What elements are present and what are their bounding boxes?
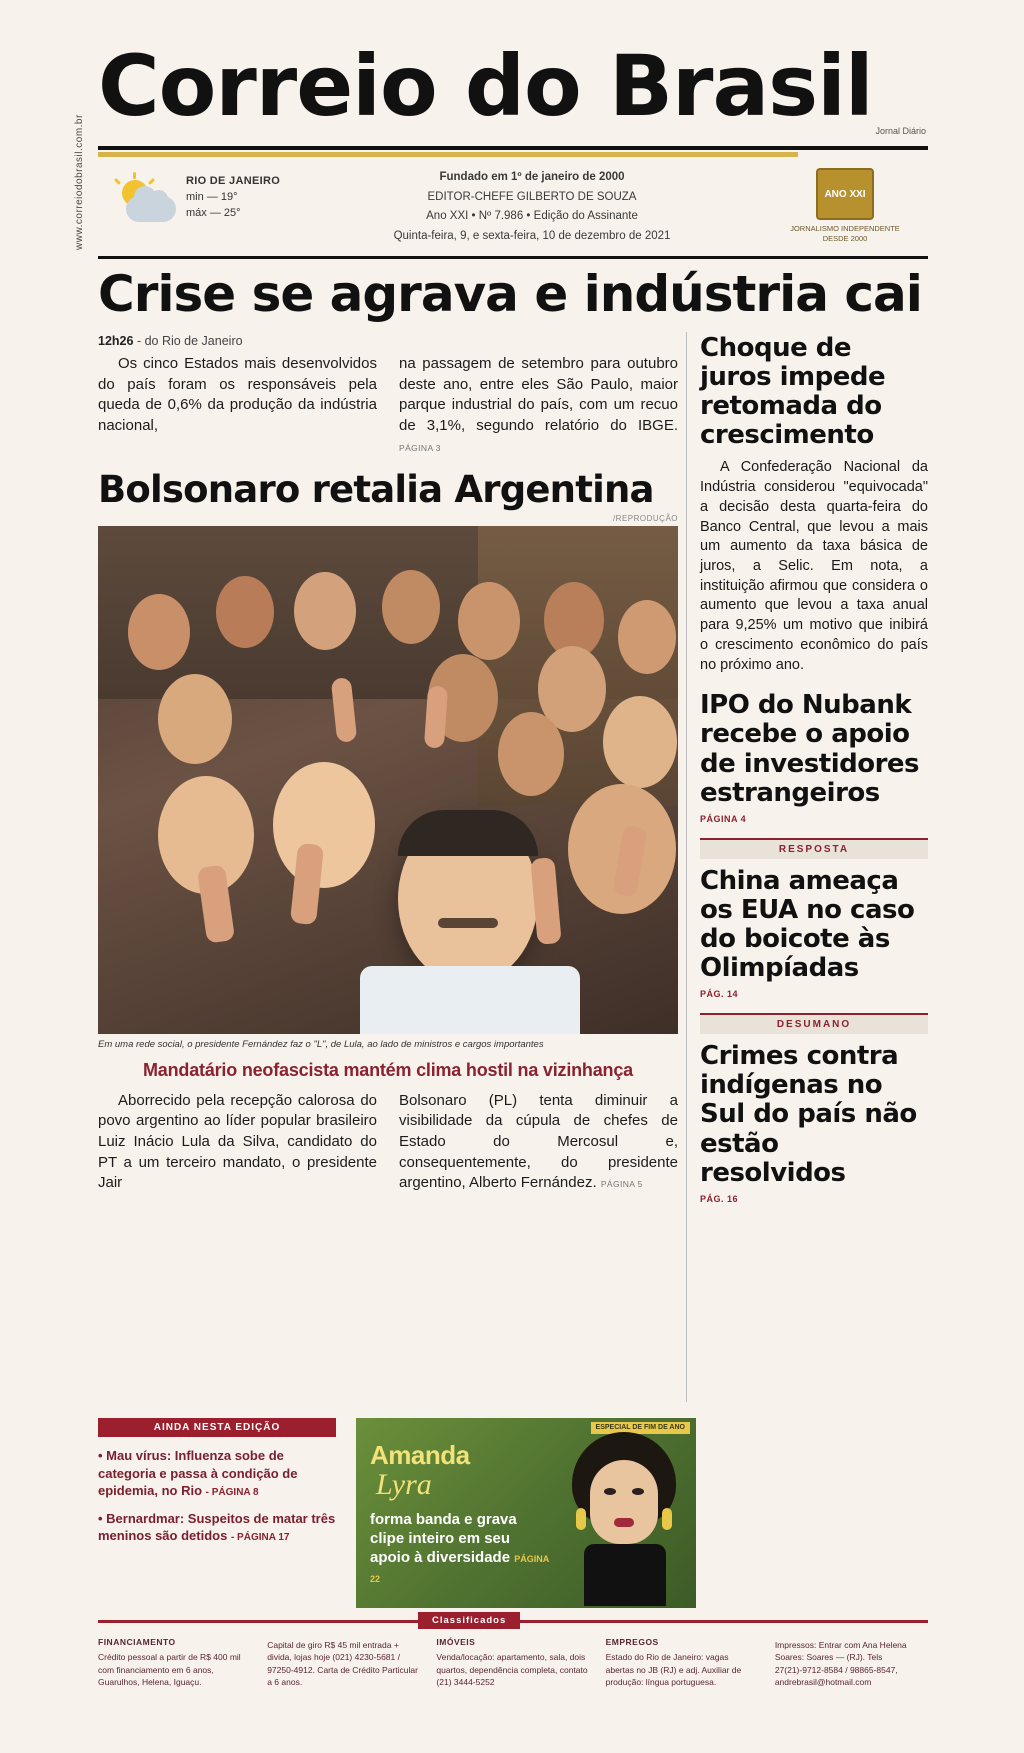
header-bottom-rule — [98, 256, 928, 259]
list-item-page: - PÁGINA 8 — [205, 1487, 259, 1499]
masthead-gold-rule — [98, 152, 798, 157]
classified-column[interactable] — [267, 1636, 420, 1688]
classified-title: EMPREGOS — [605, 1637, 659, 1647]
weather-max: máx — 25° — [186, 206, 241, 219]
list-item-page: - PÁGINA 17 — [230, 1532, 290, 1544]
editor-line: EDITOR-CHEFE GILBERTO DE SOUZA — [427, 190, 637, 203]
page-title: Correio do Brasil — [98, 37, 873, 135]
column-divider — [686, 332, 687, 1402]
classified-title: FINANCIAMENTO — [98, 1637, 176, 1647]
right-story2-page: PÁGINA 4 — [700, 813, 747, 824]
ad-tag: ESPECIAL DE FIM DE ANO — [591, 1422, 690, 1434]
ad-name-line2: Lyra — [376, 1468, 432, 1501]
header-info-bar — [98, 166, 928, 252]
edition-info — [334, 168, 730, 246]
classified-text: Venda/locação: apartamento, sala, dois quartos, dependência completa, contato (21) 3444-5252 — [436, 1652, 588, 1687]
right-story4-page: PÁG. 16 — [700, 1193, 739, 1204]
ad-page: PÁGINA 22 — [370, 1554, 549, 1584]
seal-badge: ANO XXI — [816, 168, 874, 220]
left-column — [98, 334, 678, 1202]
classifieds-label: Classificados — [418, 1612, 520, 1629]
right-column — [700, 334, 928, 1204]
right-story2-headline[interactable]: IPO do Nubank recebe o apoio de investidores estrangeiros — [700, 690, 920, 808]
classified-text: Crédito pessoal a partir de R$ 400 mil com financiamento em 6 anos, Guarulhos, Helena, Iguaçu. — [98, 1652, 241, 1687]
masthead-rule — [98, 146, 928, 150]
lead-credit: PÁGINA 3 — [399, 442, 441, 453]
ad-portrait — [550, 1426, 696, 1608]
list-item[interactable]: • Bernardmar: Suspeitos de matar três meninos são detidos - PÁGINA 17 — [98, 1510, 336, 1544]
date-line: Quinta-feira, 9, e sexta-feira, 10 de dezembro de 2021 — [393, 229, 671, 242]
ad-name-line1: Amanda — [370, 1440, 470, 1470]
list-item[interactable]: • Mau vírus: Influenza sobe de categoria e passa à condição de epidemia, no Rio - PÁGINA 8 — [98, 1448, 298, 1499]
founded-line: Fundado em 1º de janeiro de 2000 — [439, 171, 625, 183]
classifieds — [98, 1636, 928, 1688]
also-in-edition — [98, 1418, 336, 1545]
weather-widget — [114, 170, 314, 240]
right-story4-headline[interactable]: Crimes contra indígenas no Sul do país não estão resolvidos — [700, 1041, 917, 1188]
lead-location: - do Rio de Janeiro — [136, 334, 243, 348]
seal-caption: JORNALISMO INDEPENDENTE DESDE 2000 — [790, 224, 900, 243]
weather-city: RIO DE JANEIRO — [186, 175, 281, 187]
right-story1-headline[interactable]: Choque de juros impede retomada do crescimento — [700, 333, 886, 451]
classified-text: Impressos: Entrar com Ana Helena Soares: Soares — (RJ). Tels 27(21)-9712-8584 / 98865-8547, andrebrasil@hotmail.com — [774, 1640, 907, 1687]
second-paragraph-2: Bolsonaro (PL) tenta diminuir a visibilidade da cúpula de chefes de Estado do Mercosul e, consequentemente, do presidente argentino, Alberto Fernández. PÁGINA 5 — [399, 1091, 678, 1192]
lead-paragraph-1: Os cinco Estados mais desenvolvidos do país foram os responsáveis pela queda de 0,6% da produção da indústria nacional, — [98, 355, 377, 435]
advertisement[interactable] — [356, 1418, 696, 1608]
also-in-edition-ribbon: AINDA NESTA EDIÇÃO — [98, 1418, 336, 1437]
anniversary-seal — [790, 168, 900, 244]
section-label-desumano: DESUMANO — [700, 1013, 928, 1034]
classified-column[interactable] — [775, 1636, 928, 1688]
second-body — [98, 1091, 678, 1202]
weather-min: min — 19° — [186, 190, 238, 203]
second-paragraph-1: Aborrecido pela recepção calorosa do povo argentino ao líder popular brasileiro Luiz Inácio Lula da Silva, candidato do PT a um terceiro mandato, o presidente Jair — [98, 1091, 377, 1192]
photo-caption: Em uma rede social, o presidente Fernández faz o "L", de Lula, ao lado de ministros e cargos importantes — [98, 1039, 544, 1051]
sun-cloud-icon — [114, 178, 180, 228]
lead-headline[interactable]: Crise se agrava e indústria cai — [98, 265, 922, 323]
site-url: www.correiodobrasil.com.br — [74, 114, 85, 250]
right-story1-text: A Confederação Nacional da Indústria considerou "equivocada" a decisão desta quarta-feira do Banco Central, que levou a mais um aumento da taxa básica de juros, a Selic. Em nota, a instituição afirmou que considera o aumento que levou a taxa anual para 9,25% um motivo que inibirá o crescimento econômico do país no próximo ano. — [700, 459, 928, 673]
second-headline[interactable]: Bolsonaro retalia Argentina — [98, 468, 654, 512]
lead-timestamp: 12h26 - do Rio de Janeiro — [98, 334, 243, 348]
section-label-resposta: RESPOSTA — [700, 838, 928, 859]
masthead — [98, 37, 928, 136]
classified-column[interactable] — [436, 1636, 589, 1688]
classified-text: Capital de giro R$ 45 mil entrada + divida, lojas hoje (021) 4230-5681 / 97250-4912. Carta de Crédito Particular a 6 anos. — [267, 1640, 418, 1687]
weather-text — [186, 174, 280, 222]
lead-body — [98, 354, 678, 457]
second-credit: PÁGINA 5 — [600, 1179, 643, 1190]
photo-credit: /REPRODUÇÃO — [612, 514, 678, 524]
classified-column[interactable] — [606, 1636, 759, 1688]
masthead-tagline: Jornal Diário — [875, 126, 926, 136]
lead-photo[interactable] — [98, 526, 678, 1034]
right-story3-page: PÁG. 14 — [700, 989, 739, 1000]
lead-paragraph-2: na passagem de setembro para outubro deste ano, entre eles São Paulo, maior parque industrial do país, com um recuo de 3,1%, segundo relatório do IBGE. PÁGINA 3 — [399, 355, 678, 453]
second-subheadline: Mandatário neofascista mantém clima hostil na vizinhança — [143, 1059, 633, 1080]
classified-title: IMÓVEIS — [436, 1637, 476, 1647]
ad-copy: forma banda e grava clipe inteiro em seu apoio à diversidade PÁGINA 22 — [370, 1511, 549, 1584]
classified-column[interactable] — [98, 1636, 251, 1688]
edition-line: Ano XXI • Nº 7.986 • Edição do Assinante — [426, 210, 638, 223]
classified-text: Estado do Rio de Janeiro: vagas abertas no JB (RJ) e adj. Auxiliar de produção: língua portuguesa. — [605, 1652, 742, 1687]
right-story3-headline[interactable]: China ameaça os EUA no caso do boicote às Olimpíadas — [700, 865, 915, 984]
